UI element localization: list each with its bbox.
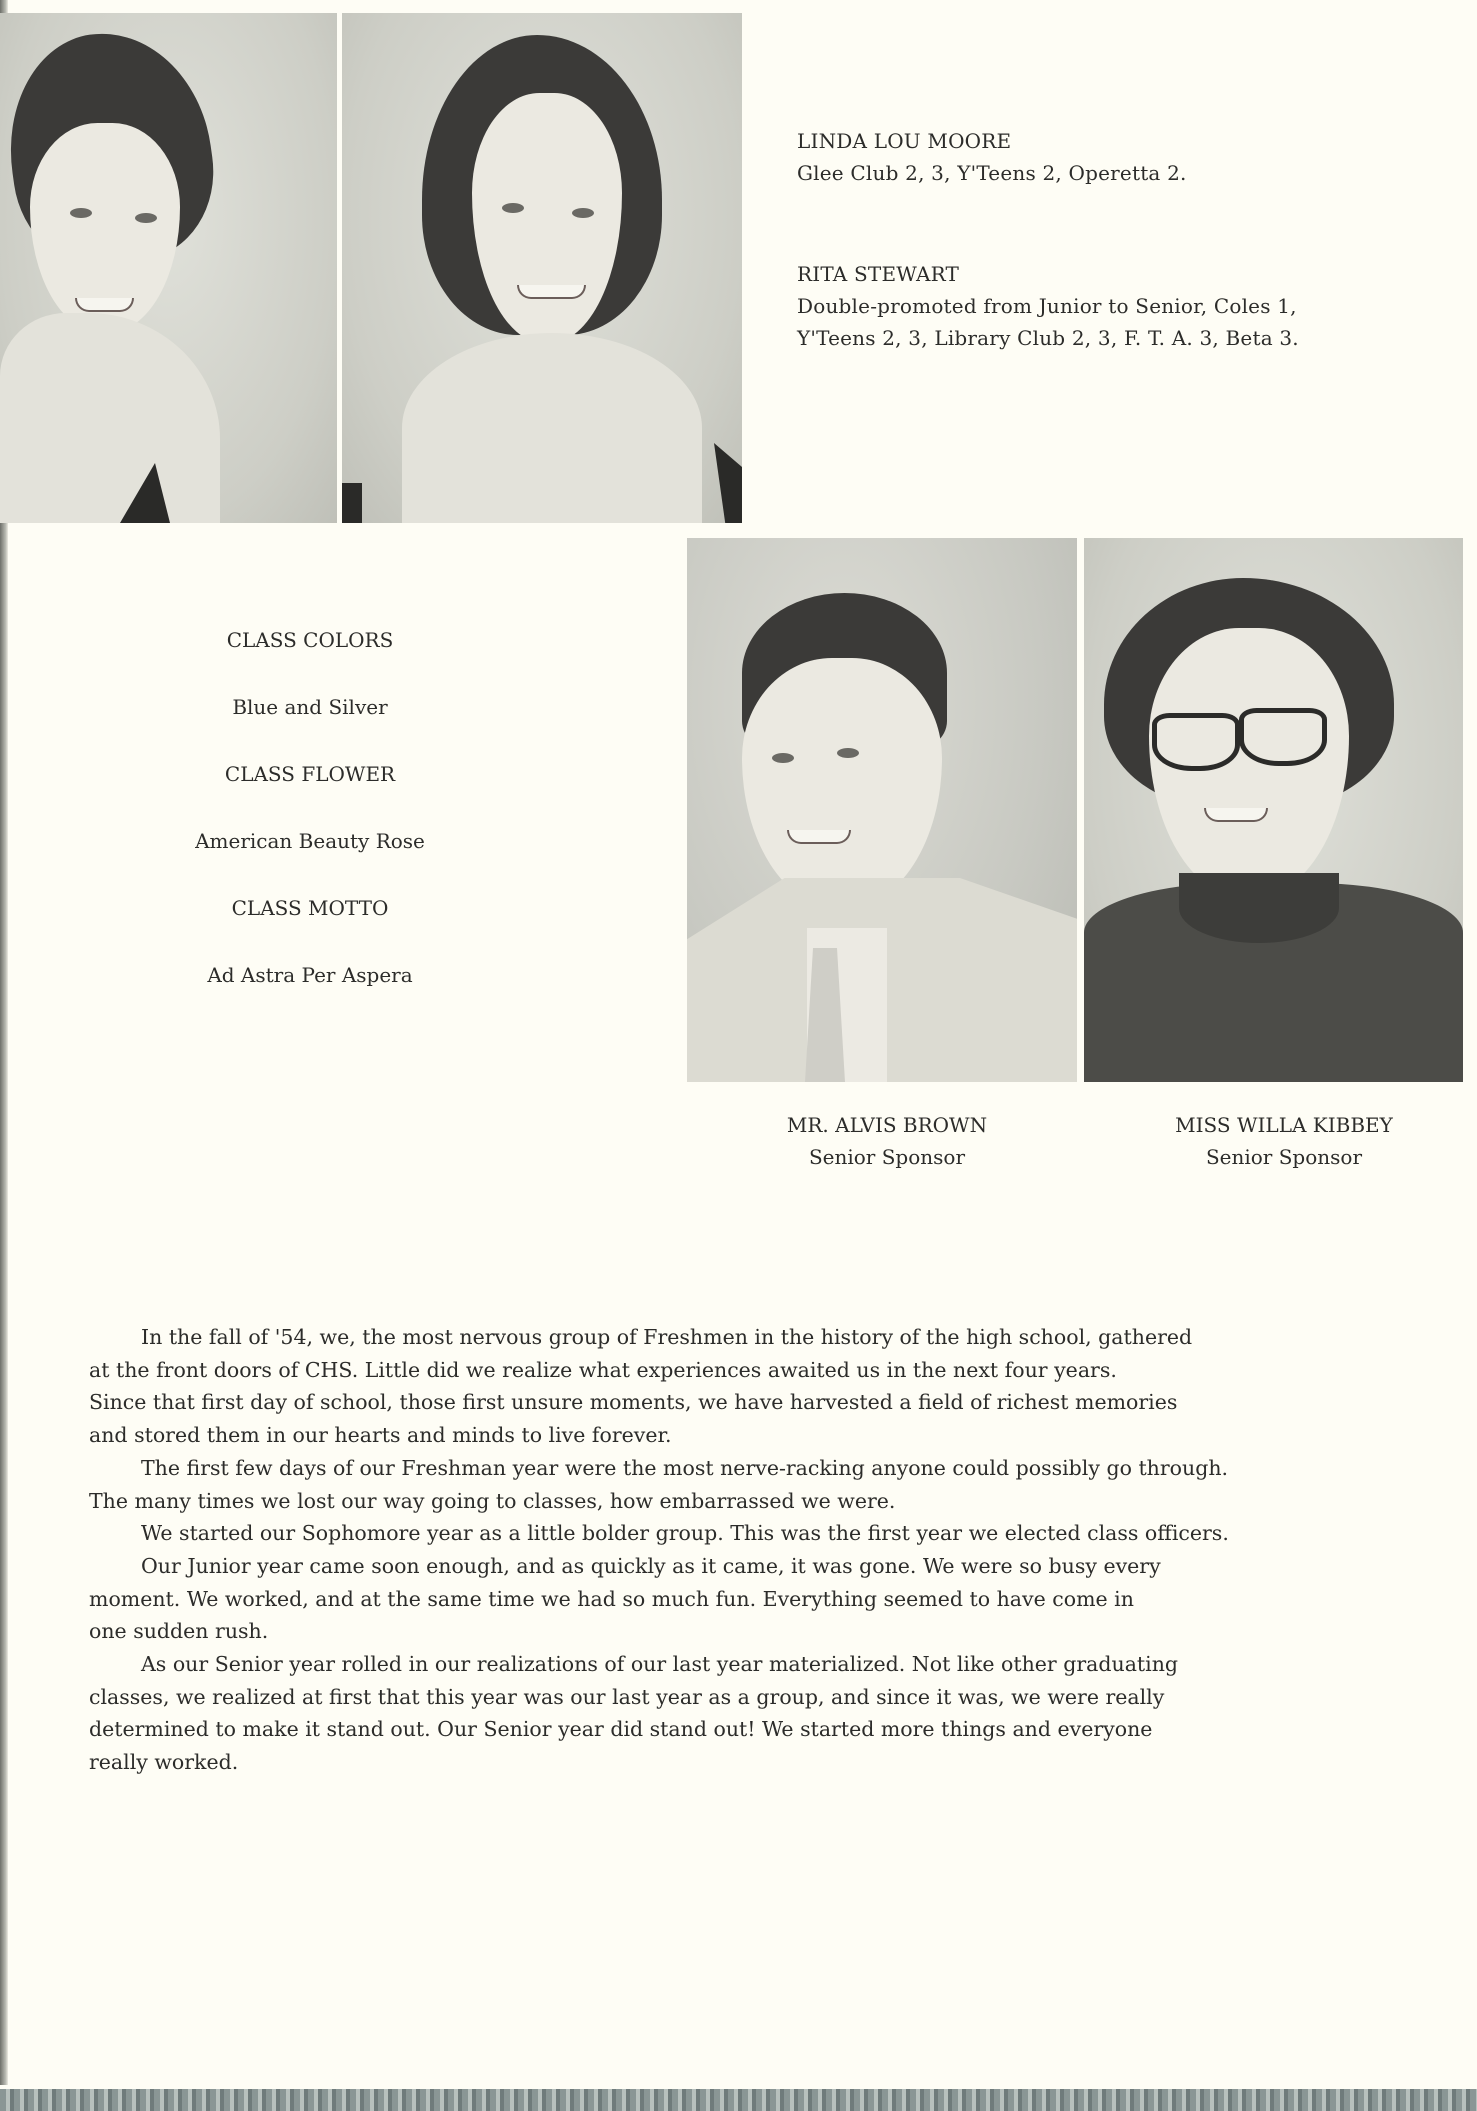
- essay-line: Since that first day of school, those first unsure moments, we have harvested a field of richest memories: [89, 1390, 1178, 1415]
- portrait-rita-stewart: [342, 13, 742, 523]
- class-motto-value: Ad Astra Per Aspera: [207, 963, 413, 987]
- class-motto-label: CLASS MOTTO: [231, 896, 389, 920]
- essay-line: As our Senior year rolled in our realizations of our last year materialized. Not like other graduating: [141, 1652, 1179, 1677]
- essay-line: The many times we lost our way going to classes, how embarrassed we were.: [89, 1488, 896, 1513]
- sponsor-name: MR. ALVIS BROWN: [786, 1113, 988, 1137]
- student-activities: Double-promoted from Junior to Senior, Coles 1,: [797, 294, 1297, 318]
- essay-line: moment. We worked, and at the same time we had so much fun. Everything seemed to have come in: [89, 1586, 1134, 1611]
- student-name: LINDA LOU MOORE: [797, 129, 1012, 153]
- essay-line: The first few days of our Freshman year were the most nerve-racking anyone could possibly go through.: [141, 1455, 1229, 1480]
- student-name: RITA STEWART: [797, 262, 960, 286]
- essay-line: Our Junior year came soon enough, and as quickly as it came, it was gone. We were so busy every: [141, 1553, 1161, 1578]
- class-history-essay: [89, 1321, 1379, 1779]
- essay-line: at the front doors of CHS. Little did we realize what experiences awaited us in the next four years.: [89, 1357, 1117, 1382]
- essay-line: one sudden rush.: [89, 1619, 269, 1644]
- portrait-willa-kibbey: [1084, 538, 1463, 1082]
- portrait-linda-lou-moore: [0, 13, 337, 523]
- student-bio-linda: [797, 125, 1187, 189]
- class-flower-label: CLASS FLOWER: [224, 762, 396, 786]
- essay-line: In the fall of '54, we, the most nervous group of Freshmen in the history of the high school, gathered: [141, 1325, 1193, 1349]
- class-colors-label: CLASS COLORS: [226, 628, 394, 652]
- sponsor-caption-brown: [697, 1109, 1077, 1173]
- book-bottom-edge: [0, 2089, 1477, 2111]
- essay-line: and stored them in our hearts and minds to live forever.: [89, 1423, 672, 1448]
- sponsor-title: Senior Sponsor: [1205, 1145, 1363, 1169]
- essay-line: classes, we realized at first that this year was our last year as a group, and since it was, we were really: [89, 1684, 1165, 1709]
- sponsor-caption-kibbey: [1084, 1109, 1477, 1173]
- sponsor-name: MISS WILLA KIBBEY: [1175, 1113, 1393, 1137]
- essay-line: really worked.: [89, 1750, 239, 1775]
- essay-line: determined to make it stand out. Our Senior year did stand out! We started more things and everyone: [89, 1717, 1153, 1742]
- class-colors-value: Blue and Silver: [232, 695, 388, 719]
- student-activities: Y'Teens 2, 3, Library Club 2, 3, F. T. A. 3, Beta 3.: [797, 326, 1299, 350]
- class-info: [150, 624, 470, 1026]
- student-bio-rita: [797, 258, 1299, 354]
- sponsor-title: Senior Sponsor: [808, 1145, 966, 1169]
- student-activities: Glee Club 2, 3, Y'Teens 2, Operetta 2.: [797, 161, 1187, 185]
- class-flower-value: American Beauty Rose: [195, 829, 425, 853]
- essay-line: We started our Sophomore year as a little bolder group. This was the first year we elected class officers.: [141, 1521, 1229, 1546]
- portrait-alvis-brown: [687, 538, 1077, 1082]
